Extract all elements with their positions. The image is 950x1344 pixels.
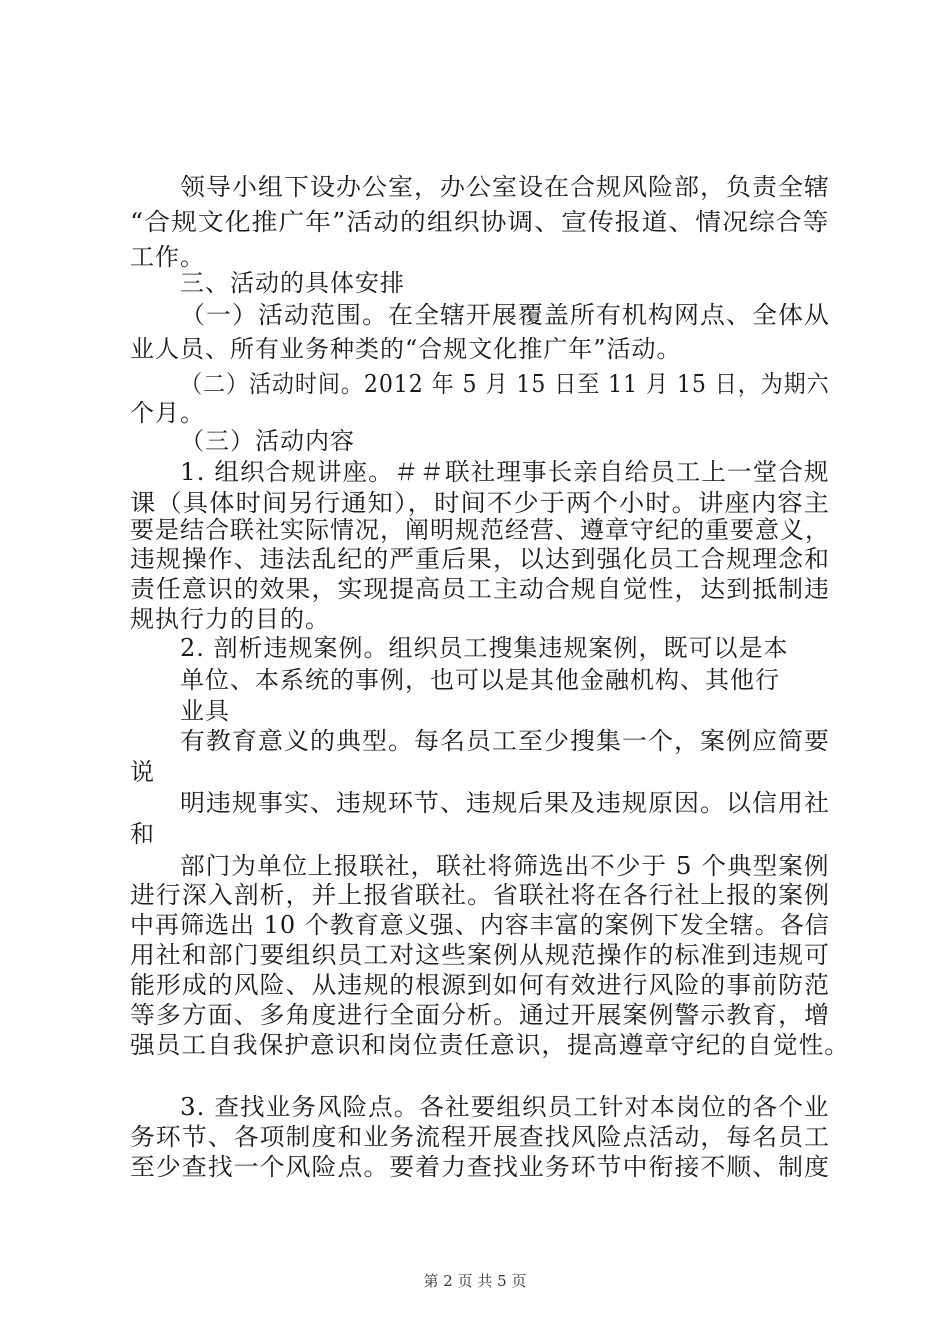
text-line: 业人员、所有业务种类的“合规文化推广年”活动。 (130, 335, 682, 363)
text-line: 业具 (180, 697, 230, 725)
text-line: 规执行力的目的。 (130, 605, 330, 633)
text-line: 能形成的风险、从违规的根源到如何有效进行风险的事前防范 (130, 971, 830, 999)
text-line: 说 (130, 758, 155, 786)
page-number-footer: 第 2 页 共 5 页 (423, 1272, 527, 1290)
text-line: 明违规事实、违规环节、违规后果及违规原因。以信用社 (180, 789, 830, 817)
text-line: 有教育意义的典型。每名员工至少搜集一个，案例应简要 (180, 727, 830, 755)
subsection-heading: （三）活动内容 (180, 427, 355, 455)
subsection-line: （一）活动范围。在全辖开展覆盖所有机构网点、全体从 (180, 301, 830, 329)
text-line: “合规文化推广年”活动的组织协调、宣传报道、情况综合等 (130, 208, 830, 236)
text-line: 要是结合联社实际情况，阐明规范经营、遵章守纪的重要意义， (130, 516, 830, 544)
text-line: 至少查找一个风险点。要着力查找业务环节中衔接不顺、制度 (130, 1153, 830, 1181)
text-line: 单位、本系统的事例，也可以是其他金融机构、其他行 (180, 666, 780, 694)
text-line: 进行深入剖析，并上报省联社。省联社将在各行社上报的案例 (130, 881, 830, 909)
text-line: 个月。 (130, 399, 205, 427)
text-line: 2. 剖析违规案例。组织员工搜集违规案例，既可以是本 (180, 634, 789, 662)
text-line: 违规操作、违法乱纪的严重后果，以达到强化员工合规理念和 (130, 545, 830, 573)
text-line: 强员工自我保护意识和岗位责任意识，提高遵章守纪的自觉性。 (130, 1031, 851, 1059)
text-line: 中再筛选出 10 个教育意义强、内容丰富的案例下发全辖。各信 (130, 911, 830, 939)
text-line: 责任意识的效果，实现提高员工主动合规自觉性，达到抵制违 (130, 575, 830, 603)
text-line: 3. 查找业务风险点。各社要组织员工针对本岗位的各个业 (180, 1093, 830, 1121)
text-line: 和 (130, 820, 155, 848)
section-heading: 三、活动的具体安排 (180, 269, 405, 297)
text-line: 1. 组织合规讲座。＃＃联社理事长亲自给员工上一堂合规 (180, 458, 830, 486)
text-line: 务环节、各项制度和业务流程开展查找风险点活动，每名员工 (130, 1123, 830, 1151)
text-line: 领导小组下设办公室，办公室设在合规风险部，负责全辖 (180, 173, 830, 201)
text-line: 等多方面、多角度进行全面分析。通过开展案例警示教育，增 (130, 1001, 830, 1029)
text-line: 用社和部门要组织员工对这些案例从规范操作的标准到违规可 (130, 941, 830, 969)
text-line: 课（具体时间另行通知），时间不少于两个小时。讲座内容主 (130, 489, 831, 517)
text-line: 部门为单位上报联社，联社将筛选出不少于 5 个典型案例 (180, 852, 830, 880)
text-line: 工作。 (130, 243, 205, 271)
subsection-line: （二）活动时间。2012 年 5 月 15 日至 11 月 15 日，为期六 (180, 370, 830, 398)
